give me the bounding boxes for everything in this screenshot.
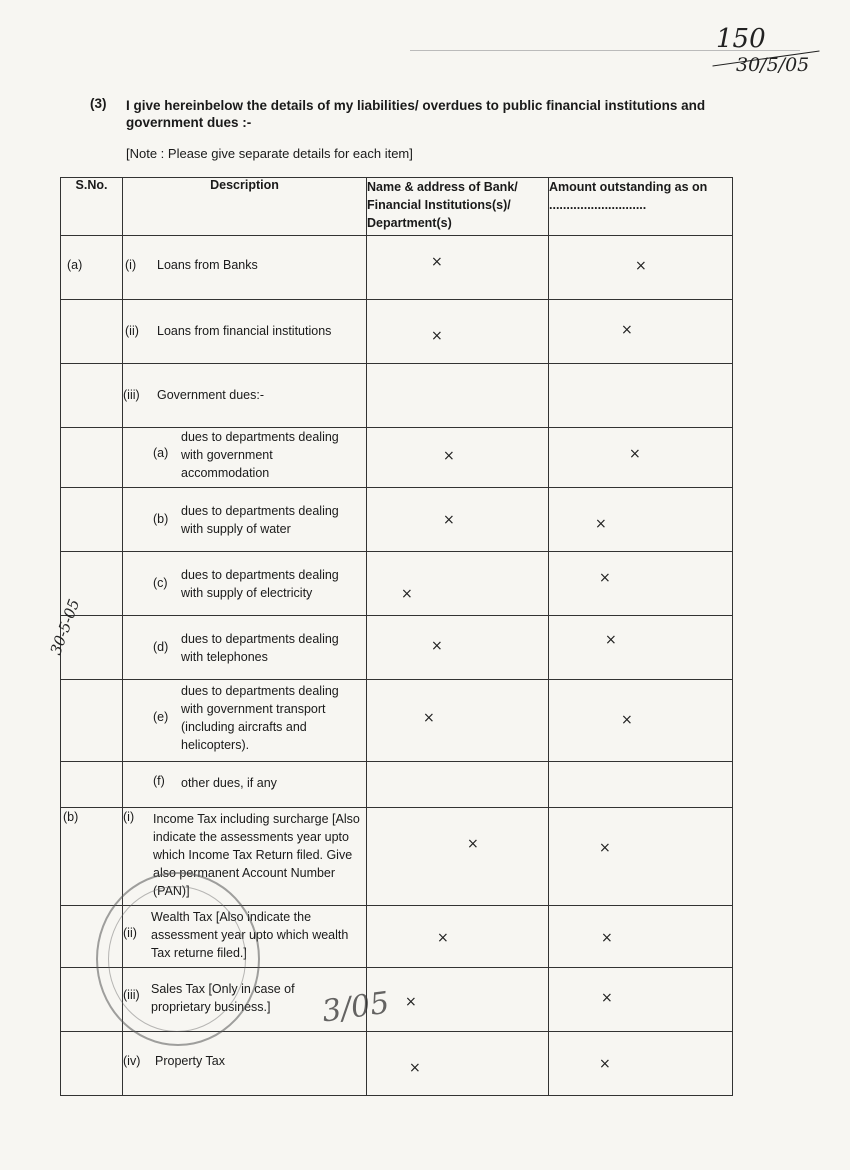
- note-text: [Note : Please give separate details for each item]: [126, 146, 413, 161]
- table-row: [61, 488, 733, 552]
- row-description: other dues, if any: [181, 776, 277, 790]
- bank-mark: ×: [423, 710, 435, 726]
- table-row: [61, 236, 733, 300]
- amount-mark: ×: [599, 840, 611, 856]
- row-description: Loans from financial institutions: [157, 324, 332, 338]
- table-row: [61, 552, 733, 616]
- bank-mark: ×: [401, 586, 413, 602]
- row-number: (i): [125, 258, 137, 272]
- row-number: (d): [153, 640, 169, 654]
- amount-mark: ×: [595, 516, 607, 532]
- group-label-b: (b): [63, 810, 79, 824]
- row-number: (b): [153, 512, 169, 526]
- header-sno: S.No.: [61, 178, 123, 236]
- bank-mark: ×: [437, 930, 449, 946]
- bank-mark: ×: [409, 1060, 421, 1076]
- bank-mark: ×: [405, 994, 417, 1010]
- row-description: Wealth Tax [Also indicate the assessment year upto which wealth Tax returne filed.]: [151, 910, 349, 960]
- amount-mark: ×: [629, 446, 641, 462]
- row-number: (iv): [123, 1054, 141, 1068]
- handwritten-number: 150: [716, 24, 766, 54]
- section-heading-text: I give hereinbelow the details of my liabilities/ overdues to public financial institutions and government dues :-: [126, 98, 706, 130]
- row-number: (e): [153, 710, 169, 724]
- row-description: dues to departments dealing with supply of water: [181, 504, 339, 536]
- table-header-row: [61, 178, 733, 236]
- row-description: Sales Tax [Only in case of proprietary business.]: [151, 982, 295, 1014]
- row-description: Government dues:-: [157, 388, 264, 402]
- amount-mark: ×: [601, 930, 613, 946]
- amount-mark: ×: [635, 258, 647, 274]
- bank-mark: ×: [431, 638, 443, 654]
- row-description: Income Tax including surcharge [Also indicate the assessments year upto which Income Tax Return filed. Give also permanent Account Number (PAN)]: [153, 812, 360, 898]
- row-description: dues to departments dealing with telephones: [181, 632, 339, 664]
- group-label-a: (a): [67, 258, 83, 272]
- circular-stamp-inner: [108, 886, 246, 1032]
- row-description: dues to departments dealing with government accommodation: [181, 430, 339, 480]
- section-number: (3): [90, 96, 107, 111]
- bank-mark: ×: [431, 254, 443, 270]
- row-description: dues to departments dealing with government transport (including aircrafts and helicopters).: [181, 684, 339, 752]
- row-number: (ii): [123, 926, 137, 940]
- row-description: dues to departments dealing with supply of electricity: [181, 568, 339, 600]
- table-row: [61, 428, 733, 488]
- row-number: (i): [123, 810, 135, 824]
- amount-mark: ×: [599, 570, 611, 586]
- header-bank: Name & address of Bank/ Financial Institutions(s)/ Department(s): [367, 178, 549, 236]
- table-row: [61, 680, 733, 762]
- amount-mark: ×: [605, 632, 617, 648]
- row-number: (iii): [123, 988, 140, 1002]
- amount-mark: ×: [601, 990, 613, 1006]
- bank-mark: ×: [443, 512, 455, 528]
- table-row: [61, 300, 733, 364]
- handwritten-date: 30/5/05: [736, 54, 810, 76]
- row-description: Loans from Banks: [157, 258, 258, 272]
- row-description: Property Tax: [155, 1054, 225, 1068]
- row-number: (a): [153, 446, 169, 460]
- table-row: [61, 616, 733, 680]
- header-amount: Amount outstanding as on ............................: [549, 178, 733, 236]
- table-row: [61, 762, 733, 808]
- row-number: (c): [153, 576, 168, 590]
- row-number: (ii): [125, 324, 139, 338]
- amount-mark: ×: [621, 712, 633, 728]
- bank-mark: ×: [467, 836, 479, 852]
- row-number: (iii): [123, 388, 140, 402]
- handwritten-side-note: 30-5-05: [46, 596, 84, 658]
- bank-mark: ×: [431, 328, 443, 344]
- row-number: (f): [153, 774, 165, 788]
- amount-mark: ×: [599, 1056, 611, 1072]
- handwritten-overlay: 3/05: [319, 985, 392, 1030]
- bank-mark: ×: [443, 448, 455, 464]
- amount-mark: ×: [621, 322, 633, 338]
- header-description: Description: [123, 178, 367, 236]
- table-row: [61, 364, 733, 428]
